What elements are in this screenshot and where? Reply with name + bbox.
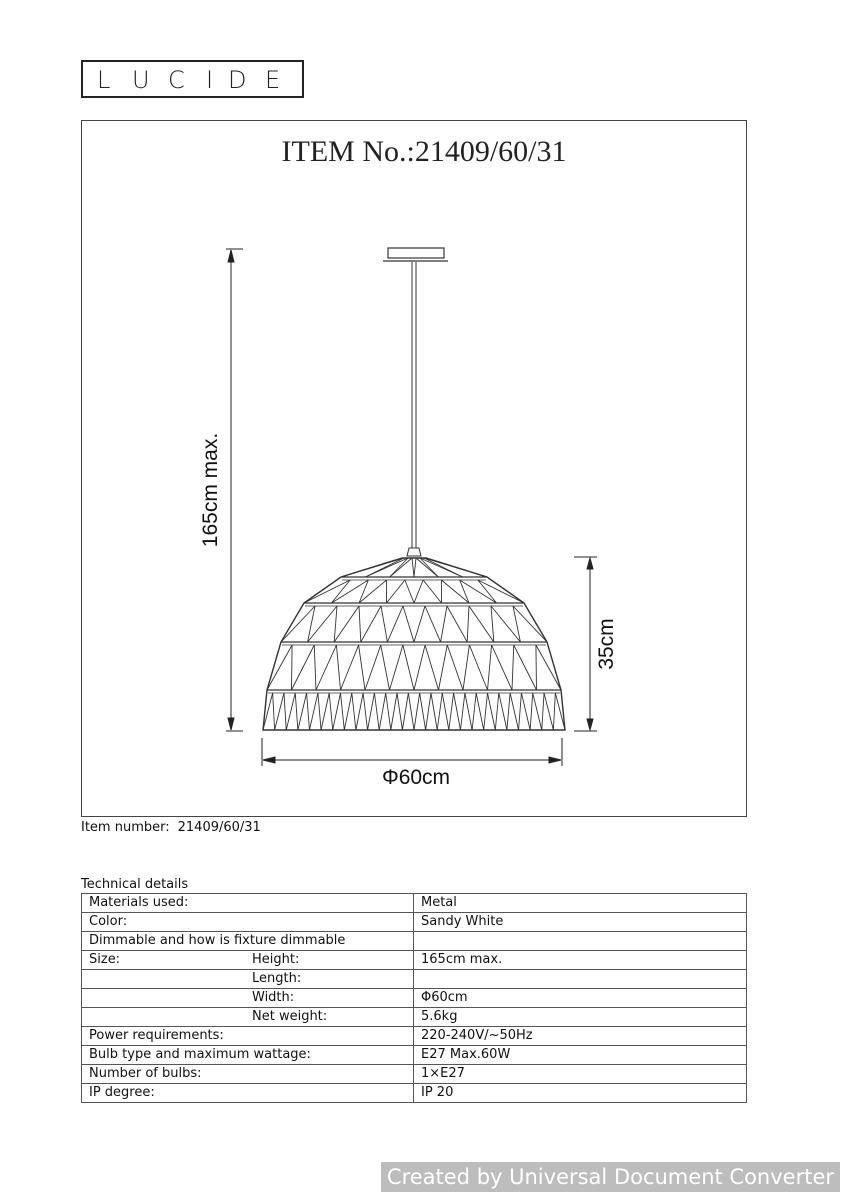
spec-value: 165cm max. bbox=[414, 951, 747, 970]
technical-details-table bbox=[81, 893, 747, 1103]
spec-label-cell bbox=[82, 1065, 414, 1084]
item-number-label: Item number: bbox=[81, 820, 170, 835]
logo-letter-c: C bbox=[168, 66, 185, 94]
table-row bbox=[82, 951, 747, 970]
spec-value: 5.6kg bbox=[414, 1008, 747, 1027]
spec-label-cell bbox=[82, 1046, 414, 1065]
table-row bbox=[82, 894, 747, 913]
spec-value bbox=[414, 970, 747, 989]
spec-label-cell bbox=[82, 1027, 414, 1046]
table-row bbox=[82, 1065, 747, 1084]
logo-letter-i: I bbox=[206, 66, 214, 94]
spec-label-cell bbox=[82, 989, 414, 1008]
spec-value: IP 20 bbox=[414, 1084, 747, 1103]
table-row bbox=[82, 913, 747, 932]
spec-value: Φ60cm bbox=[414, 989, 747, 1008]
spec-label-cell bbox=[82, 913, 414, 932]
spec-sub-label: Width: bbox=[252, 990, 295, 1005]
logo-letter-l: L bbox=[97, 66, 111, 94]
shade-height-dimension-label: 35cm bbox=[595, 618, 618, 670]
spec-value bbox=[414, 932, 747, 951]
suspension-cable bbox=[407, 262, 421, 556]
table-row bbox=[82, 1008, 747, 1027]
spec-label: Dimmable and how is fixture dimmable bbox=[89, 933, 346, 948]
logo-letter-u: U bbox=[132, 66, 150, 94]
drawing-item-title: ITEM No.:21409/60/31 bbox=[281, 135, 567, 168]
spec-label: Size: bbox=[89, 952, 121, 967]
spec-label-cell bbox=[82, 970, 414, 989]
diameter-dimension-line bbox=[262, 738, 562, 766]
table-row bbox=[82, 1046, 747, 1065]
spec-sub-label: Height: bbox=[252, 952, 300, 967]
dome-shade bbox=[263, 558, 565, 730]
spec-sub-label: Length: bbox=[252, 971, 302, 986]
table-row bbox=[82, 989, 747, 1008]
spec-value: E27 Max.60W bbox=[414, 1046, 747, 1065]
table-row bbox=[82, 932, 747, 951]
shade-height-dimension-line bbox=[574, 557, 597, 731]
table-row bbox=[82, 1084, 747, 1103]
logo-letter-e: E bbox=[265, 66, 281, 94]
diameter-dimension-label: Φ60cm bbox=[381, 766, 451, 789]
spec-label: Bulb type and maximum wattage: bbox=[89, 1047, 311, 1062]
spec-value: Metal bbox=[414, 894, 747, 913]
spec-label: Materials used: bbox=[89, 895, 189, 910]
spec-label: Number of bulbs: bbox=[89, 1066, 202, 1081]
spec-label: Color: bbox=[89, 914, 128, 929]
spec-value: Sandy White bbox=[414, 913, 747, 932]
item-number-line bbox=[81, 820, 261, 835]
spec-label: Power requirements: bbox=[89, 1028, 224, 1043]
spec-label-cell bbox=[82, 1008, 414, 1027]
spec-label-cell bbox=[82, 951, 414, 970]
converter-watermark: Created by Universal Document Converter bbox=[381, 1162, 840, 1192]
logo-letter-d: D bbox=[228, 66, 247, 94]
height-dimension-line bbox=[226, 249, 243, 731]
spec-label-cell bbox=[82, 894, 414, 913]
height-dimension-label: 165cm max. bbox=[199, 432, 222, 548]
spec-label-cell bbox=[82, 1084, 414, 1103]
item-number-value: 21409/60/31 bbox=[177, 820, 261, 835]
spec-label-cell bbox=[82, 932, 414, 951]
technical-details-caption: Technical details bbox=[81, 877, 189, 892]
ceiling-canopy bbox=[383, 248, 448, 261]
spec-sub-label: Net weight: bbox=[252, 1009, 328, 1024]
spec-value: 220-240V/~50Hz bbox=[414, 1027, 747, 1046]
table-row bbox=[82, 1027, 747, 1046]
spec-value: 1×E27 bbox=[414, 1065, 747, 1084]
table-row bbox=[82, 970, 747, 989]
spec-label: IP degree: bbox=[89, 1085, 155, 1100]
